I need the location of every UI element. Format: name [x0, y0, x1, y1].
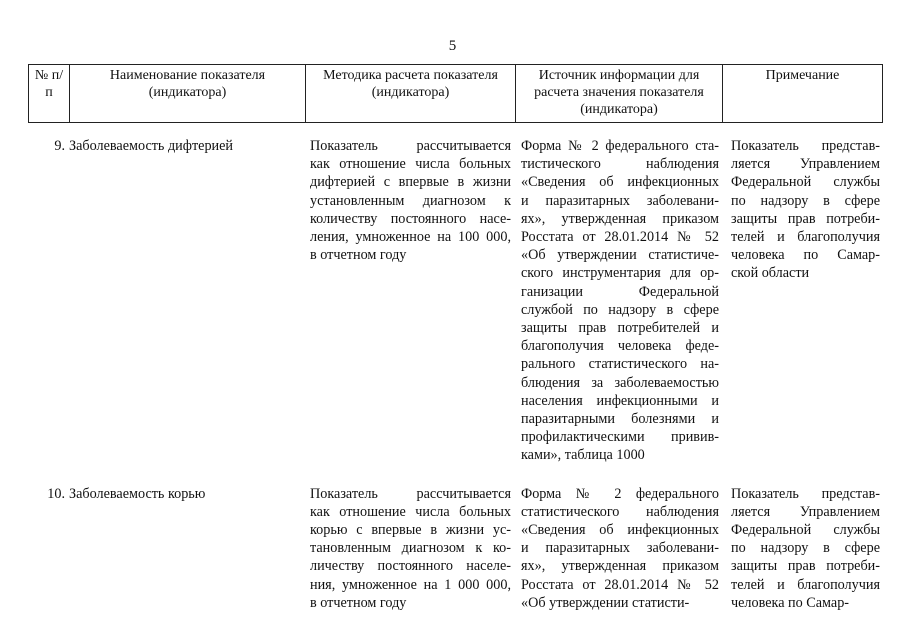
- header-note: Примечание: [723, 65, 883, 123]
- source-line: ях», утвержденная приказом: [521, 210, 719, 227]
- indicator-name: Заболеваемость корью: [69, 485, 206, 502]
- source-line: статистического наблюдения: [521, 503, 719, 520]
- source-line: Росстата от 28.01.2014 № 52: [521, 229, 719, 246]
- method-line: как отношение числа больных: [310, 503, 511, 520]
- method-line: ления, умноженное на 100 000,: [310, 229, 511, 246]
- source-line: «Об утверждении статистиче-: [521, 247, 719, 264]
- method-line: Показатель рассчитывается: [310, 485, 511, 502]
- row-number: 9.: [54, 138, 65, 154]
- source-text: [515, 137, 722, 465]
- note-line: телей и благополучия: [731, 576, 880, 593]
- note-line: ской области: [731, 265, 810, 282]
- note-line: Показатель представ-: [731, 138, 880, 154]
- method-line: установленным диагнозом к: [310, 192, 511, 209]
- source-line: «Сведения об инфекционных: [521, 522, 719, 539]
- note-line: телей и благополучия: [731, 229, 880, 246]
- header-number: № п/п: [29, 65, 70, 123]
- row-number: 10.: [47, 485, 65, 502]
- note-line: по надзору в сфере: [731, 192, 880, 209]
- source-line: ского инструментария для ор-: [521, 265, 719, 282]
- note-text: [722, 485, 882, 612]
- note-line: защиты прав потреби-: [731, 210, 880, 227]
- source-line: ях», утвержденная приказом: [521, 558, 719, 575]
- method-line: тановленным диагнозом к ко-: [310, 540, 511, 557]
- table-body: [28, 137, 882, 612]
- note-line: Федеральной службы: [731, 174, 880, 191]
- table-row: [28, 137, 882, 465]
- header-indicator-name: Наименование показателя (индикатора): [70, 65, 306, 123]
- table-row: [28, 485, 882, 612]
- method-line: ния, умноженное на 1 000 000,: [310, 576, 511, 593]
- method-text: [305, 485, 515, 612]
- header-source: Источник информации для расчета значения показателя (индикатора): [516, 65, 723, 123]
- header-method: Методика расчета показателя (индикатора): [306, 65, 516, 123]
- source-line: службой по надзору в сфере: [521, 301, 719, 318]
- page-number: 5: [448, 38, 457, 54]
- table-header: [28, 64, 883, 123]
- method-line: дифтерией с впервые в жизни: [310, 174, 511, 191]
- note-line: человека по Самар-: [731, 594, 850, 611]
- source-line: защиты прав потребителей и: [521, 320, 719, 337]
- method-text: [305, 137, 515, 465]
- note-line: ляется Управлением: [731, 503, 880, 520]
- note-line: Федеральной службы: [731, 522, 880, 539]
- source-line: Форма № 2 федерального ста-: [521, 138, 719, 154]
- source-line: населения инфекционными и: [521, 392, 719, 409]
- note-text: [722, 137, 882, 465]
- method-line: личеству постоянного населе-: [310, 558, 511, 575]
- source-line: рального статистического на-: [521, 356, 719, 373]
- method-line: в отчетном году: [310, 247, 407, 264]
- method-line: количеству постоянного насе-: [310, 210, 511, 227]
- note-line: по надзору в сфере: [731, 540, 880, 557]
- source-line: ганизации Федеральной: [521, 283, 719, 300]
- source-line: и паразитарных заболевани-: [521, 540, 719, 557]
- source-line: Форма № 2 федерального: [521, 485, 719, 502]
- note-line: человека по Самар-: [731, 247, 880, 264]
- source-line: профилактическими привив-: [521, 429, 719, 446]
- method-line: корью с впервые в жизни ус-: [310, 522, 511, 539]
- source-line: и паразитарных заболевани-: [521, 192, 719, 209]
- method-line: как отношение числа больных: [310, 156, 511, 173]
- source-line: блюдения за заболеваемостью: [521, 374, 719, 391]
- note-line: Показатель представ-: [731, 485, 880, 502]
- method-line: Показатель рассчитывается: [310, 138, 511, 154]
- source-line: благополучия человека феде-: [521, 338, 719, 355]
- method-line: в отчетном году: [310, 594, 407, 611]
- source-text: [515, 485, 722, 612]
- source-line: Росстата от 28.01.2014 № 52: [521, 576, 719, 593]
- note-line: ляется Управлением: [731, 156, 880, 173]
- source-line: тистического наблюдения: [521, 156, 719, 173]
- source-line: паразитарными болезнями и: [521, 411, 719, 428]
- source-line: «Об утверждении статисти-: [521, 594, 690, 611]
- source-line: ками», таблица 1000: [521, 447, 645, 464]
- indicator-name: Заболеваемость дифтерией: [69, 138, 234, 154]
- source-line: «Сведения об инфекционных: [521, 174, 719, 191]
- note-line: защиты прав потреби-: [731, 558, 880, 575]
